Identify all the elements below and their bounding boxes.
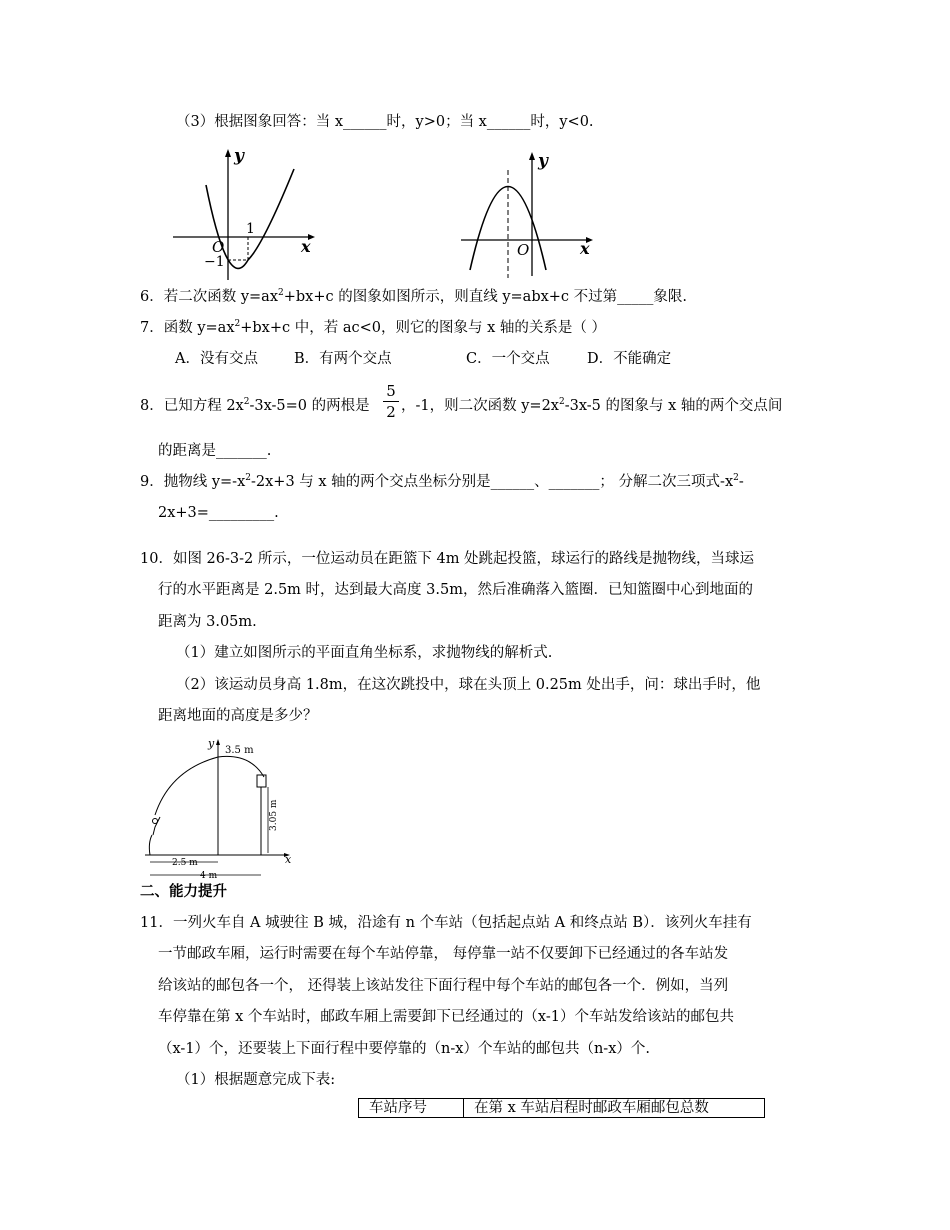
q10-part1: （1）建立如图所示的平面直角坐标系，求抛物线的解析式. bbox=[176, 645, 553, 661]
q7-option-a: A．没有交点 bbox=[175, 351, 258, 367]
graph-right-y-label: y bbox=[538, 151, 548, 171]
q11-line-2: 一节邮政车厢，运行时需要在每个车站停靠， 每停靠一站不仅要卸下已经通过的各车站发 bbox=[158, 946, 729, 962]
q8-fraction-numerator: 5 bbox=[386, 382, 396, 400]
q10-line-3: 距离为 3.05m. bbox=[158, 614, 257, 630]
fig-peak-label: 3.5 m bbox=[225, 745, 254, 756]
graph-upward-parabola bbox=[168, 145, 318, 285]
q11-line-1: 11．一列火车自 A 城驶往 B 城，沿途有 n 个车站（包括起点站 A 和终点站 B）．该列火车挂有 bbox=[140, 915, 752, 931]
graph-downward-parabola bbox=[458, 148, 598, 283]
q6-text: 6．若二次函数 $y=ax^2+bx+c$ 的图象如图所示，则直线 y=abx+c 不过第_____象限. bbox=[140, 288, 688, 305]
q9-text-continued: 2x+3=_________. bbox=[158, 505, 279, 521]
section-heading-ability: 二、能力提升 bbox=[140, 884, 227, 900]
q8-text-continued: 的距离是_______. bbox=[158, 443, 272, 459]
fig-dist-4: 4 m bbox=[200, 871, 218, 881]
q11-part1: （1）根据题意完成下表: bbox=[176, 1072, 336, 1088]
q5-part3-text: （3）根据图象回答：当 x______时，y>0；当 x______时，y<0. bbox=[176, 114, 594, 130]
fig-hoop-label: 3.05 m bbox=[269, 799, 279, 831]
q10-part2-b: 距离地面的高度是多少？ bbox=[158, 708, 318, 724]
station-table bbox=[358, 1098, 765, 1118]
q11-line-3: 给该站的邮包各一个， 还得装上该站发往下面行程中每个车站的邮包各一个．例如，当列 bbox=[158, 978, 729, 994]
q7-option-d: D．不能确定 bbox=[587, 351, 672, 367]
graph-right-origin: O bbox=[517, 241, 530, 259]
graph-left-y-label: y bbox=[234, 146, 244, 166]
fig-x-label: x bbox=[285, 853, 292, 866]
fig-dist-2-5: 2.5 m bbox=[172, 858, 198, 868]
q10-line-2: 行的水平距离是 2.5m 时，达到最大高度 3.5m，然后准确落入篮圈．已知篮圈中心到地面的 bbox=[158, 582, 753, 598]
q8-fraction-denominator: 2 bbox=[386, 403, 396, 421]
q11-line-5: （x-1）个，还要装上下面行程中要停靠的（n-x）个车站的邮包共（n-x）个. bbox=[158, 1041, 650, 1057]
graph-left-origin: O bbox=[212, 238, 225, 256]
table-header-package-total: 在第 x 车站启程时邮政车厢邮包总数 bbox=[464, 1099, 765, 1118]
q8-fraction bbox=[383, 382, 399, 421]
q10-line-1: 10．如图 26-3-2 所示，一位运动员在距篮下 4m 处跳起投篮，球运行的路线是抛物线，当球运 bbox=[140, 551, 755, 567]
basketball-trajectory-figure bbox=[140, 735, 300, 885]
q8-text-b: ，-1，则二次函数 $y=2x^2-3x-5$ 的图象与 x 轴的两个交点间 bbox=[401, 397, 783, 414]
table-row bbox=[359, 1099, 765, 1118]
graph-right-x-label: x bbox=[580, 239, 590, 258]
q8-text-a: 8．已知方程 $2x^2-3x-5=0$ 的两根是 bbox=[140, 397, 370, 414]
graph-left-tick-x: 1 bbox=[246, 221, 255, 237]
q10-part2-a: （2）该运动员身高 1.8m，在这次跳投中，球在头顶上 0.25m 处出手，问：球出手时，他 bbox=[176, 677, 761, 693]
q11-line-4: 车停靠在第 x 个车站时，邮政车厢上需要卸下已经通过的（x-1）个车站发给该站的邮包共 bbox=[158, 1009, 734, 1025]
table-header-station-number: 车站序号 bbox=[359, 1099, 464, 1118]
q9-text: 9．抛物线 $y=-x^2-2x+3$ 与 x 轴的两个交点坐标分别是______、_______； 分解二次三项式$-x^2-$ bbox=[140, 473, 744, 490]
q7-option-b: B．有两个交点 bbox=[294, 351, 392, 367]
graph-left-x-label: x bbox=[301, 237, 311, 256]
q7-text: 7．函数 $y=ax^2+bx+c$ 中，若 ac<0，则它的图象与 x 轴的关系是（ ） bbox=[140, 319, 606, 336]
fig-y-label: y bbox=[208, 737, 215, 750]
graph-left-tick-y: −1 bbox=[204, 254, 225, 270]
q7-option-c: C．一个交点 bbox=[466, 351, 550, 367]
